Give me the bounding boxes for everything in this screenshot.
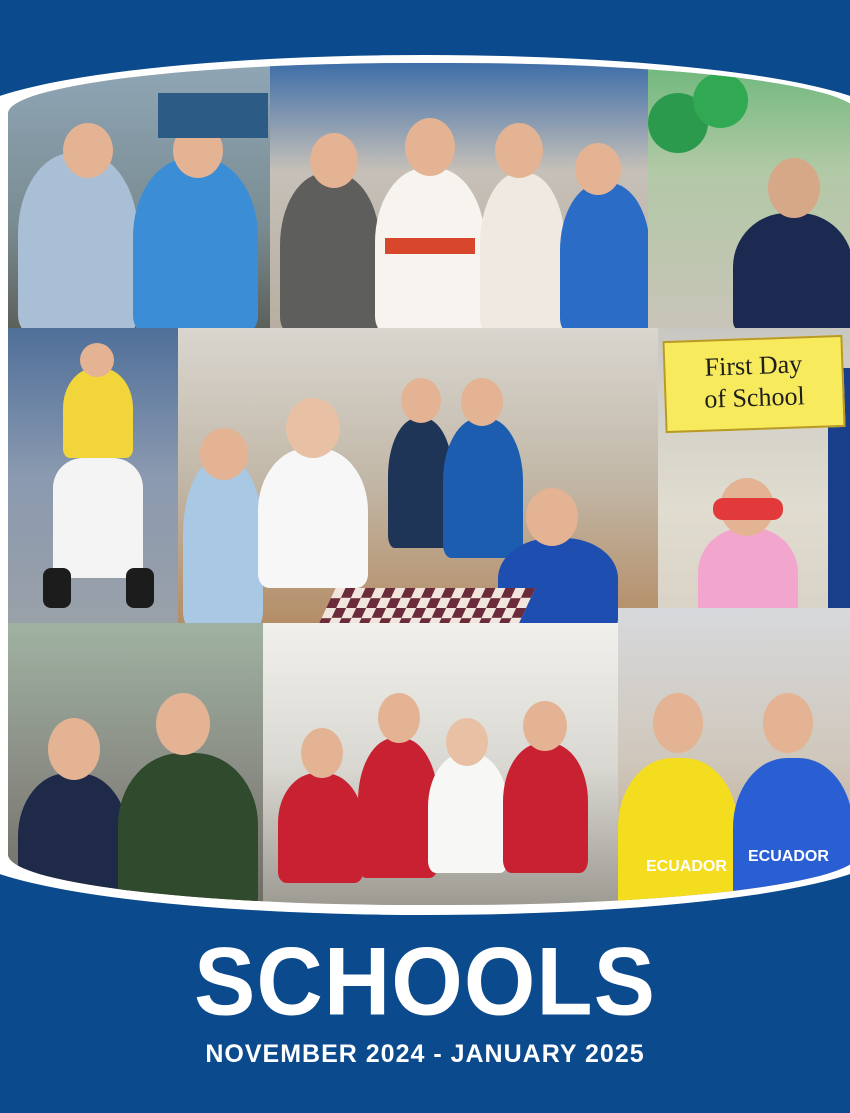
cover-date-range: NOVEMBER 2024 - JANUARY 2025 — [205, 1040, 645, 1068]
photo-hat-day — [8, 63, 278, 333]
cover-title: SCHOOLS — [194, 928, 656, 1036]
photo-heritage-group — [270, 63, 650, 333]
photo-teacher-balloons — [648, 63, 850, 333]
photo-staff-group — [263, 623, 618, 905]
photo-chess-club — [178, 328, 668, 628]
shirt-text-left: ECUADOR — [646, 858, 727, 875]
shirt-text-right: ECUADOR — [748, 848, 829, 865]
photo-collage — [8, 63, 850, 905]
photo-security-scooter — [8, 328, 178, 628]
sign-line-2: of School — [703, 381, 806, 414]
sign-line-1: First Day — [704, 349, 803, 382]
photo-ecuador-girls — [618, 608, 850, 905]
photo-collage-frame — [0, 55, 850, 915]
photo-deputy — [8, 623, 263, 905]
first-day-sign — [662, 335, 845, 433]
